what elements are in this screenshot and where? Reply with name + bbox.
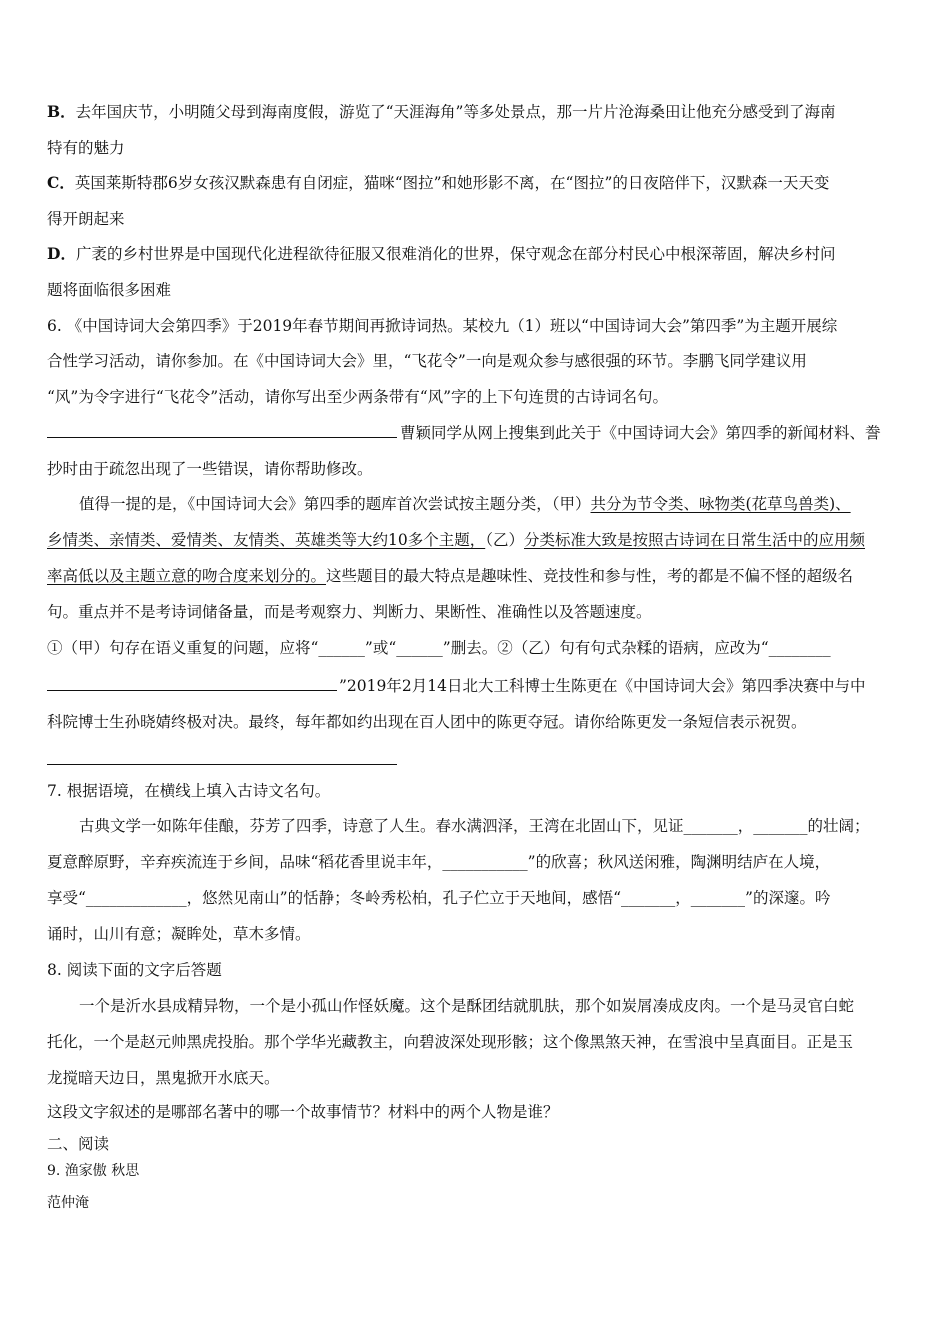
q6-subquestion-1: ①（甲）句存在语义重复的问题，应将“______”或“______”删去。②（乙）句有句式杂糅的语病，应改为“________	[47, 639, 831, 657]
q6-answer-blank-3[interactable]	[47, 764, 397, 765]
q7-title: 7. 根据语境，在横线上填入古诗文名句。	[47, 782, 331, 800]
option-b-text: 去年国庆节，小明随父母到海南度假，游览了“天涯海角”等多处景点，那一片片沧海桑田让他充分感受到了海南	[75, 103, 836, 121]
q6-line-5: 抄时由于疏忽出现了一些错误，请你帮助修改。	[47, 460, 373, 478]
q9-title: 9. 渔家傲 秋思	[47, 1163, 140, 1179]
section-2-title: 二、阅读	[47, 1135, 110, 1153]
q6-passage-jia-underlined: 共分为节令类、咏物类(花草鸟兽类)、	[590, 495, 851, 513]
q6-passage-jia-underlined-2: 乡情类、亲情类、爱情类、友情类、英雄类等大约10多个主题，	[47, 531, 486, 549]
option-d-text: 广袤的乡村世界是中国现代化进程欲待征服又很难消化的世界，保守观念在部分村民心中根深蒂固，解决乡村问	[75, 245, 836, 263]
q6-passage-line-4: 句。重点并不是考诗词储备量，而是考观察力、判断力、果断性、准确性以及答题速度。	[47, 603, 652, 621]
option-b-line-2: 特有的魅力	[47, 139, 125, 157]
option-d-line-2: 题将面临很多困难	[47, 281, 172, 299]
q8-question: 这段文字叙述的是哪部名著中的哪一个故事情节？材料中的两个人物是谁？	[47, 1103, 559, 1121]
option-c-line-1	[47, 172, 909, 194]
q8-title: 8. 阅读下面的文字后答题	[47, 961, 222, 979]
q6-line-2: 合性学习活动，请你参加。在《中国诗词大会》里，“飞花令”一向是观众参与感很强的环节。李鹏飞同学建议用	[47, 352, 807, 370]
q7-line-3: 享受“_____________，悠然见南山”的恬静；冬岭秀松柏，孔子伫立于天地间，感悟“_______，_______”的深邃。吟	[47, 889, 831, 907]
option-d-letter: D．	[47, 244, 76, 263]
q6-answer-blank-1[interactable]	[47, 437, 397, 438]
q7-line-4: 诵时，山川有意；凝眸处，草木多情。	[47, 925, 311, 943]
q6-line-3: “风”为令字进行“飞花令”活动，请你写出至少两条带有“风”字的上下句连贯的古诗词名句。	[47, 388, 669, 406]
q6-passage-yi-underlined: 分类标准大致是按照古诗词在日常生活中的应用频	[524, 531, 866, 549]
option-b-letter: B．	[47, 102, 76, 121]
q6-passage-yi-underlined-2: 率高低以及主题立意的吻合度来划分的。	[47, 567, 327, 585]
q6-passage-text-3b: 这些题目的最大特点是趣味性、竞技性和参与性，考的都是不偏不怪的超级名	[326, 567, 854, 585]
q6-passage-line-3	[47, 565, 909, 587]
option-c-text: 英国莱斯特郡6岁女孩汉默森患有自闭症，猫咪“图拉”和她形影不离，在“图拉”的日夜陪伴下，汉默森一天天变	[74, 174, 830, 192]
q6-subquestion-2: ”2019年2月14日北大工科博士生陈更在《中国诗词大会》第四季决赛中与中	[339, 677, 866, 695]
q6-passage-yi-label: （乙）	[485, 531, 524, 549]
q6-line-1: 6. 《中国诗词大会第四季》于2019年春节期间再掀诗词热。某校九（1）班以“中国诗词大会”第四季”为主题开展综	[47, 317, 838, 335]
option-c-line-2: 得开朗起来	[47, 210, 125, 228]
q7-line-1: 古典文学一如陈年佳酿，芬芳了四季，诗意了人生。春水满泗泽，王湾在北固山下，见证_______，_______的壮阔；	[79, 817, 870, 835]
q8-line-2: 托化，一个是赵元帅黑虎投胎。那个学华光藏教主，向碧波深处现形骸；这个像黑煞天神，在雪浪中呈真面目。正是玉	[47, 1033, 854, 1051]
q6-passage-line-2	[47, 529, 909, 551]
q8-line-3: 龙搅暗天边日，黑鬼掀开水底天。	[47, 1069, 280, 1087]
q7-line-2: 夏意醉原野，辛弃疾流连于乡间，品味“稻花香里说丰年，___________”的欣喜；秋风送闲雅，陶渊明结庐在人境，	[47, 853, 831, 871]
option-d-line-1	[47, 243, 909, 265]
q6-line-4: 曹颖同学从网上搜集到此关于《中国诗词大会》第四季的新闻材料、誊	[400, 424, 881, 442]
option-b-line-1	[47, 101, 909, 123]
q9-author: 范仲淹	[47, 1195, 89, 1211]
q6-passage-text-1a: 值得一提的是，《中国诗词大会》第四季的题库首次尝试按主题分类，（甲）	[79, 495, 591, 513]
q6-answer-blank-2[interactable]	[47, 690, 337, 691]
q6-subquestion-3: 科院博士生孙晓婧终极对决。最终，每年都如约出现在百人团中的陈更夺冠。请你给陈更发一条短信表示祝贺。	[47, 713, 807, 731]
q6-passage-line-1	[79, 493, 909, 515]
option-c-letter: C．	[47, 173, 75, 192]
q8-line-1: 一个是沂水县成精异物，一个是小孤山作怪妖魔。这个是酥团结就肌肤，那个如炭屑凑成皮肉。一个是马灵官白蛇	[79, 997, 855, 1015]
